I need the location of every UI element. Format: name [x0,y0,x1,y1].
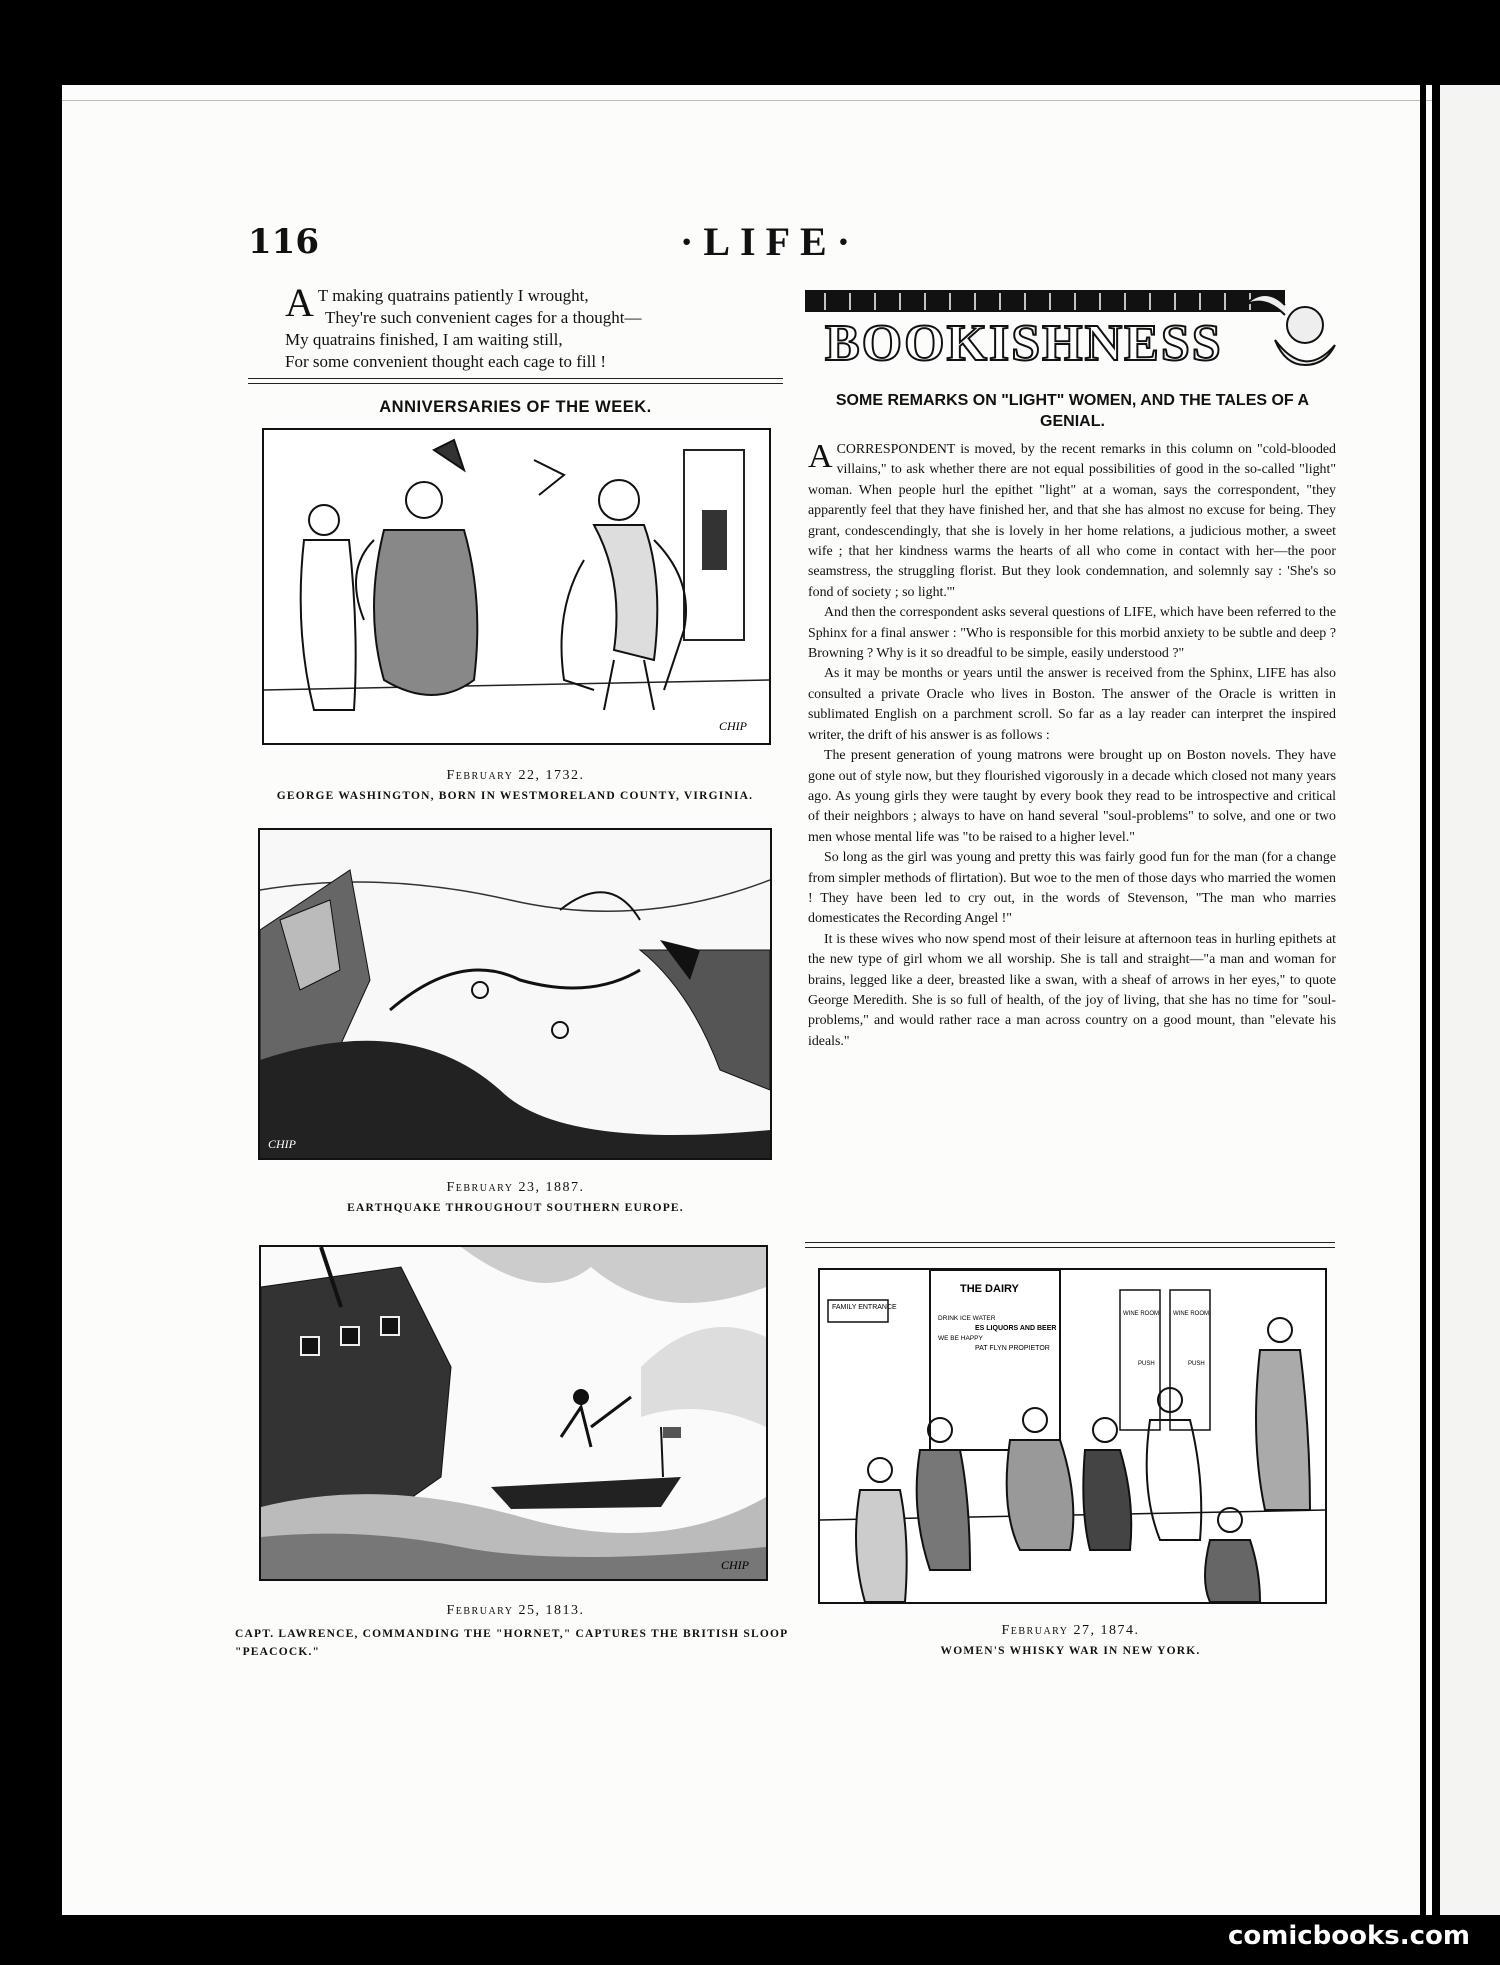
article-paragraph: The present generation of young matrons were brought up on Boston novels. They have gone out of style now, but they flourished vigorously in a decade which closed not many years ago. As young girls they were taught by every book they read to be introspective and critical of their neighbors ; always to have on hand several "soul-problems" to solve, and one or two men whose mental life was "to be raised to a higher level." [808,748,1336,845]
article-dropcap: A [808,438,833,475]
caption-date: February 25, 1813. [446,1603,585,1618]
caption-date: February 23, 1887. [446,1180,585,1195]
sign-we-be-happy: WE BE HAPPY [938,1335,983,1342]
sign-wine-room: WINE ROOM [1123,1311,1159,1317]
sign-proprietor: PAT FLYN PROPIETOR [975,1345,1050,1352]
sign-the-dairy: THE DAIRY [960,1283,1019,1295]
caption-description: EARTHQUAKE THROUGHOUT SOUTHERN EUROPE. [347,1202,684,1214]
illustration-washington [262,428,771,745]
rule-divider [248,378,783,384]
caption-description: WOMEN'S WHISKY WAR IN NEW YORK. [940,1645,1201,1657]
sign-push: PUSH [1138,1361,1155,1367]
anniversaries-heading: ANNIVERSARIES OF THE WEEK. [379,398,652,416]
artist-signature: CHIP [268,1137,296,1151]
article-paragraph: As it may be months or years until the answer is received from the Sphinx, LIFE has also consulted a private Oracle who lives in Boston. The answer of the Oracle is written in sublimated English on a parchment scroll. So far as a lay reader can interpret the inspired writer, the drift of his answer is as follows : [808,666,1336,743]
caption-date: February 22, 1732. [446,768,585,783]
sign-liquors: ES LIQUORS AND BEER [975,1325,1057,1332]
article-title: SOME REMARKS ON "LIGHT" WOMEN, AND THE TALES OF A GENIAL. [835,392,1310,430]
artist-signature: CHIP [719,719,747,733]
masthead: ·LIFE· [680,219,861,264]
caption-date: February 27, 1874. [1001,1623,1140,1638]
caption-description: CAPT. LAWRENCE, COMMANDING THE "HORNET," CAPTURES THE BRITISH SLOOP "PEACOCK." [235,1628,788,1658]
poem-line: My quatrains finished, I am waiting still, [285,330,563,349]
illustration-whisky-war [818,1268,1327,1604]
sign-push: PUSH [1188,1361,1205,1367]
illustration-naval-battle [259,1245,768,1581]
rule-divider [805,1242,1335,1248]
sign-family-entrance: FAMILY ENTRANCE [832,1304,897,1311]
illustration-earthquake [258,828,772,1160]
poem-line: They're such convenient cages for a thought— [325,308,642,327]
page-spine [1420,85,1426,1915]
sign-drink-ice-water: DRINK ICE WATER [938,1315,996,1322]
site-watermark: comicbooks.com [1227,1921,1470,1951]
caption-description: GEORGE WASHINGTON, BORN IN WESTMORELAND COUNTY, VIRGINIA. [276,790,754,802]
poem-line: For some convenient thought each cage to fill ! [285,352,607,371]
article-paragraph: And then the correspondent asks several questions of LIFE, which have been referred to the Sphinx for a final answer : "Who is responsible for this morbid anxiety to be subtle and deep ? Browning ? Why is it so dreadful to be simple, easily understood ?" [808,605,1336,662]
article-paragraph: So long as the girl was young and pretty this was fairly good fun for the man (for a change from simpler methods of flirtation). But woe to the men of those days who married the women ! They have been led to cry out, in the words of Stevenson, "The man who marries domesticates the Recording Angel !" [808,850,1336,927]
artist-signature: CHIP [721,1558,749,1572]
sign-wine-room: WINE ROOM [1173,1311,1209,1317]
poem-line: T making quatrains patiently I wrought, [317,286,589,305]
page-number: 116 [248,222,319,262]
poem-dropcap: A [285,280,314,325]
article-body [808,440,1336,1052]
banner-text: BOOKISHNESS [825,315,1223,372]
quatrain-poem [285,280,765,373]
adjacent-page-edge [1440,85,1500,1915]
scan-edge-line [62,100,1432,101]
bookishness-banner [805,285,1345,380]
article-paragraph: It is these wives who now spend most of their leisure at afternoon teas in hurling epithets at the new type of girl whom we all worship. She is tall and straight—"a man and woman for brains, legged like a deer, breasted like a swan, with a sheaf of arrows in her eyes," to quote George Meredith. She is so full of health, of the joy of living, that she has no time for "soul-problems," and would rather race a man across country on a good mount, than "elevate his ideals." [808,931,1336,1049]
article-paragraph: A CORRESPONDENT is moved, by the recent remarks in this column on "cold-blooded villains," to ask whether there are not equal possibilities of good in the so-called "light" woman. When people hurl the epithet "light" at a woman, says the correspondent, "they apparently feel that they have finished her, and that she has almost no excuse for being. They grant, condescendingly, that she is lovely in her home relations, a judicious mother, a sweet wife ; that her kindness warms the hearts of all who come in contact with her—the poor seamstress, the struggling florist. But they look condemnation, and solemnly say : 'She's so fond of society ; so light.'" [808,438,1336,600]
